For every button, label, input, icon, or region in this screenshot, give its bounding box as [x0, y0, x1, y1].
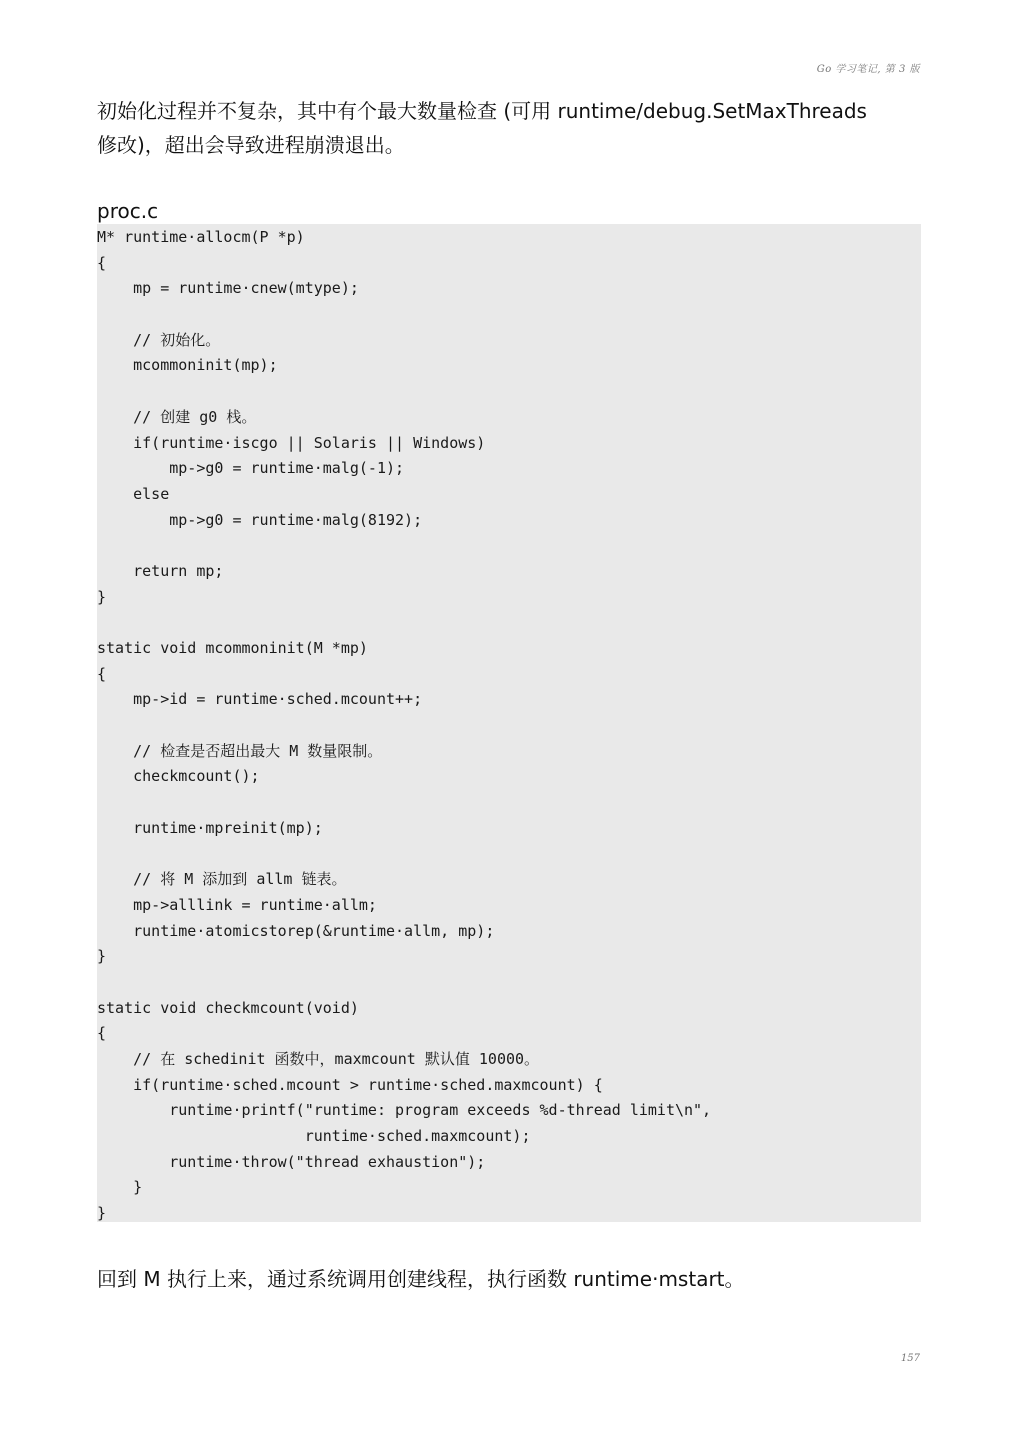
code-line: // 创建 g0 栈。	[97, 407, 257, 426]
code-block	[97, 224, 921, 1222]
code-line: checkmcount();	[97, 767, 260, 786]
code-line: static void mcommoninit(M *mp)	[97, 639, 368, 657]
code-line: if(runtime·sched.mcount > runtime·sched.maxmcount) {	[97, 1075, 603, 1094]
code-line	[97, 610, 711, 636]
code-line: {	[97, 253, 107, 272]
code-line	[97, 533, 711, 559]
code-line: return mp;	[97, 561, 224, 580]
code-line: {	[97, 664, 107, 683]
code-line	[97, 379, 711, 405]
code-line: }	[97, 947, 107, 966]
code-line: runtime·throw("thread exhaustion");	[97, 1152, 486, 1171]
code-line	[97, 842, 711, 868]
code-line: mp = runtime·cnew(mtype);	[97, 279, 359, 298]
code-line: M* runtime·allocm(P *p)	[97, 228, 305, 246]
code-line: mp->alllink = runtime·allm;	[97, 895, 377, 914]
code-line: mp->g0 = runtime·malg(8192);	[97, 510, 423, 529]
code-line: if(runtime·iscgo || Solaris || Windows)	[97, 433, 486, 452]
page-number: 157	[900, 1353, 920, 1364]
code-line: // 将 M 添加到 allm 链表。	[97, 870, 347, 889]
code-line: {	[97, 1024, 107, 1043]
code-line: // 检查是否超出最大 M 数量限制。	[97, 741, 383, 760]
code-line: runtime·sched.maxmcount);	[97, 1127, 531, 1146]
code-line: }	[97, 587, 107, 606]
code-line: else	[97, 484, 170, 503]
closing-paragraph: 回到 M 执行上来，通过系统调用创建线程，执行函数 runtime·mstart。	[97, 1267, 745, 1291]
code-line: // 初始化。	[97, 330, 221, 349]
code-line	[97, 790, 711, 816]
code-line: // 在 schedinit 函数中，maxmcount 默认值 10000。	[97, 1050, 540, 1068]
code-caption: proc.c	[97, 199, 159, 223]
code-line: runtime·atomicstorep(&runtime·allm, mp);	[97, 921, 495, 940]
code-line	[97, 713, 711, 739]
intro-paragraph-line-1: 初始化过程并不复杂，其中有个最大数量检查 (可用 runtime/debug.SetMaxThreads	[97, 99, 867, 123]
code-line: mcommoninit(mp);	[97, 356, 278, 375]
code-line: runtime·mpreinit(mp);	[97, 818, 323, 837]
code-line: static void checkmcount(void)	[97, 998, 359, 1017]
code-line	[97, 970, 711, 996]
code-line: mp->id = runtime·sched.mcount++;	[97, 690, 423, 709]
code-line: runtime·printf("runtime: program exceeds %d-thread limit\n",	[97, 1101, 712, 1120]
code-line	[97, 302, 711, 328]
code-line: }	[97, 1178, 143, 1197]
intro-paragraph	[97, 94, 921, 162]
code-line: mp->g0 = runtime·malg(-1);	[97, 459, 405, 478]
intro-paragraph-line-2: 修改)，超出会导致进程崩溃退出。	[97, 133, 405, 157]
code-listing	[97, 225, 711, 1227]
code-line: }	[97, 1204, 107, 1223]
running-header: Go 学习笔记, 第 3 版	[816, 64, 920, 75]
